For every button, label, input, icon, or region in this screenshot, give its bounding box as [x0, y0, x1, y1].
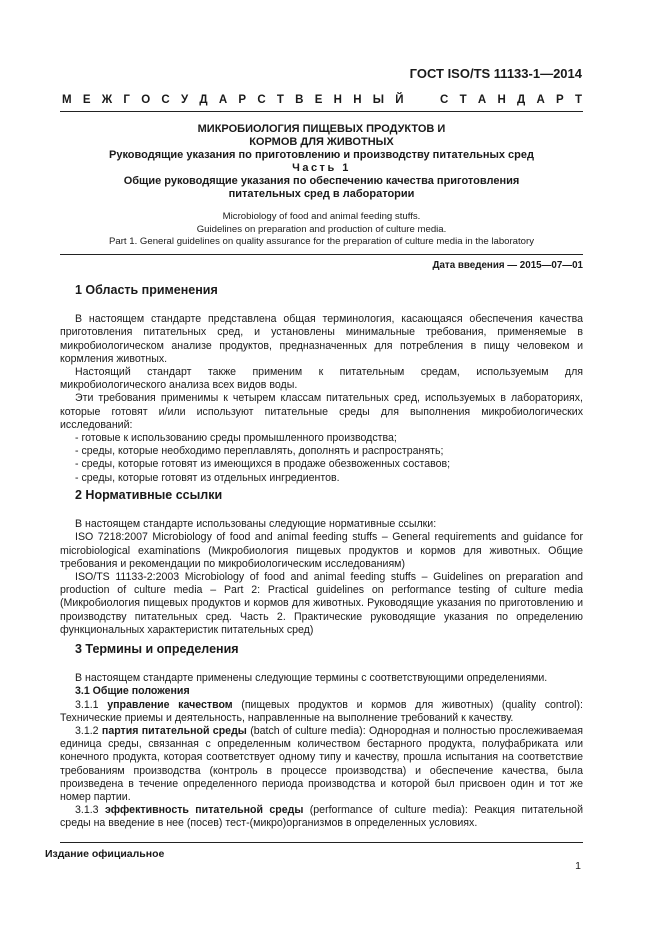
list-item: - среды, которые готовят из отдельных ингредиентов.	[75, 471, 340, 484]
banner-letter: Ы	[372, 94, 385, 106]
interstate-standard-banner	[62, 94, 582, 106]
banner-letter: Т	[276, 94, 284, 106]
english-title-block	[60, 211, 583, 249]
title-subtitle: Руководящие указания по приготовлению и производству питательных сред	[108, 149, 534, 161]
list-item: - среды, которые готовят из имеющихся в продаже обезвоженных составов;	[75, 458, 451, 471]
banner-letter: А	[477, 94, 487, 106]
term-number: 3.1.1	[75, 698, 99, 711]
banner-letter: А	[218, 94, 228, 106]
banner-letter: Д	[517, 94, 526, 106]
term-definition: (пищевых продуктов и кормов для животных) (quality control): Технические приемы и деятельность, направленные на выполнение требований к качеству.	[60, 698, 583, 724]
introduction-date: Дата введения — 2015—07—01	[432, 260, 583, 271]
header-rule	[60, 111, 583, 112]
reference-entry: ISO/TS 11133-2:2003 Microbiology of food and animal feeding stuffs – Guidelines on preparation and production of culture media – Part 2: Practical guidelines on performance testing of culture media (Микробиология пищевых продуктов и кормов для животных. Руководящие указания по приготовлению и производству питательных сред. Часть 2. Практические руководящие указания по определению функциональных характеристик питательных сред)	[60, 571, 583, 636]
footer-rule	[60, 842, 583, 843]
banner-letter: Д	[199, 94, 208, 106]
banner-letter: У	[180, 94, 189, 106]
banner-letter: Н	[353, 94, 362, 106]
list-item: - готовые к использованию среды промышленного производства;	[75, 432, 397, 445]
term-name: партия питательной среды	[101, 725, 247, 738]
title-part-name: Общие руководящие указания по обеспечению качества приготовления	[123, 175, 520, 187]
document-number: ГОСТ ISO/TS 11133-1—2014	[409, 66, 582, 81]
banner-letter: Н	[497, 94, 506, 106]
banner-letter: Р	[238, 94, 247, 106]
paragraph: В настоящем стандарте использованы следующие нормативные ссылки:	[75, 518, 437, 531]
section-normative-references	[60, 489, 583, 637]
term-definition: (batch of culture media): Однородная и полностью прослеживаемая единица среды, связанная с определенным количеством бестарного продукта, полуфабриката или конечного продукта, которая соответствует одному типу и качеству, прошла испытания на соответствие требованиям производства (контроль в процессе производства) и обеспечение качества, была произведена в течение определенного периода производства и которой был присвоен один и тот же номер партии.	[60, 725, 583, 804]
media-class-list	[60, 432, 583, 485]
word-gap	[415, 94, 429, 106]
banner-letter: Г	[123, 94, 130, 106]
banner-letter: О	[141, 94, 151, 106]
reference-entry: ISO 7218:2007 Microbiology of food and animal feeding stuffs – General requirements and guidance for microbiological examinations (Микробиология пищевых продуктов и кормов для животных. Общие требования и рекомендации по микробиологическим исследованиям)	[60, 531, 583, 570]
english-title-line: Part 1. General guidelines on quality assurance for the preparation of culture media in the laboratory	[108, 236, 535, 247]
banner-letter: Р	[556, 94, 564, 106]
banner-letter: Т	[574, 94, 582, 106]
banner-letter: Е	[314, 94, 323, 106]
english-title-line: Guidelines on preparation and production of culture media.	[196, 223, 447, 235]
banner-letter: С	[257, 94, 266, 106]
section-terms	[60, 643, 583, 831]
banner-letter: Н	[333, 94, 342, 106]
russian-title-block	[60, 123, 583, 201]
term-number: 3.1.2	[75, 725, 99, 738]
paragraph: Настоящий стандарт также применим к питательным средам, используемым для микробиологического анализа всех видов воды.	[60, 366, 583, 392]
term-name: управление качеством	[107, 698, 233, 711]
paragraph: В настоящем стандарте представлена общая терминология, касающаяся обеспечения качества приготовления питательных сред, и установлены минимальные требования, применяемые в микробиологическом анализе продуктов, предназначенных для потребления в пищу человеком и кормления животных.	[60, 313, 583, 365]
banner-letter: С	[440, 94, 449, 106]
paragraph: Эти требования применимы к четырем классам питательных сред, используемых в лабораториях, которые готовят и/или используют питательные среды для выполнения микробиологических исследований:	[60, 392, 583, 431]
official-edition-label: Издание официальное	[45, 848, 165, 860]
title-part-name: питательных сред в лаборатории	[228, 188, 415, 200]
banner-letter: В	[295, 94, 304, 106]
banner-letter: Ж	[101, 94, 113, 106]
term-definition: (performance of culture media): Реакция питательной среды на введение в нее (посев) тест-(микро)организмов в определенных условиях.	[60, 804, 583, 830]
banner-letter: Е	[82, 94, 91, 106]
section-heading: 1 Область применения	[75, 283, 218, 297]
title-part: Часть 1	[292, 162, 351, 174]
english-title-line: Microbiology of food and animal feeding stuffs.	[222, 211, 421, 222]
list-item: - среды, которые необходимо переплавлять, дополнять и распространять;	[75, 445, 444, 458]
title-rule	[60, 254, 583, 255]
subsection-heading: 3.1 Общие положения	[75, 685, 190, 698]
banner-letter: А	[536, 94, 545, 106]
banner-letter: Й	[395, 94, 404, 106]
term-entry	[60, 699, 583, 725]
page-number: 1	[575, 860, 581, 872]
title-line: КОРМОВ ДЛЯ ЖИВОТНЫХ	[249, 136, 394, 148]
title-line: МИКРОБИОЛОГИЯ ПИЩЕВЫХ ПРОДУКТОВ И	[197, 123, 446, 135]
banner-letter: С	[161, 94, 170, 106]
section-heading: 2 Нормативные ссылки	[75, 488, 223, 502]
term-entry	[60, 804, 583, 830]
section-scope	[60, 284, 583, 485]
term-number: 3.1.3	[75, 804, 99, 817]
paragraph: В настоящем стандарте применены следующие термины с соответствующими определениями.	[75, 672, 548, 685]
banner-letter: Т	[459, 94, 467, 106]
section-heading: 3 Термины и определения	[75, 642, 239, 656]
term-name: эффективность питательной среды	[104, 804, 304, 817]
term-entry	[60, 725, 583, 804]
banner-letter: М	[62, 94, 72, 106]
